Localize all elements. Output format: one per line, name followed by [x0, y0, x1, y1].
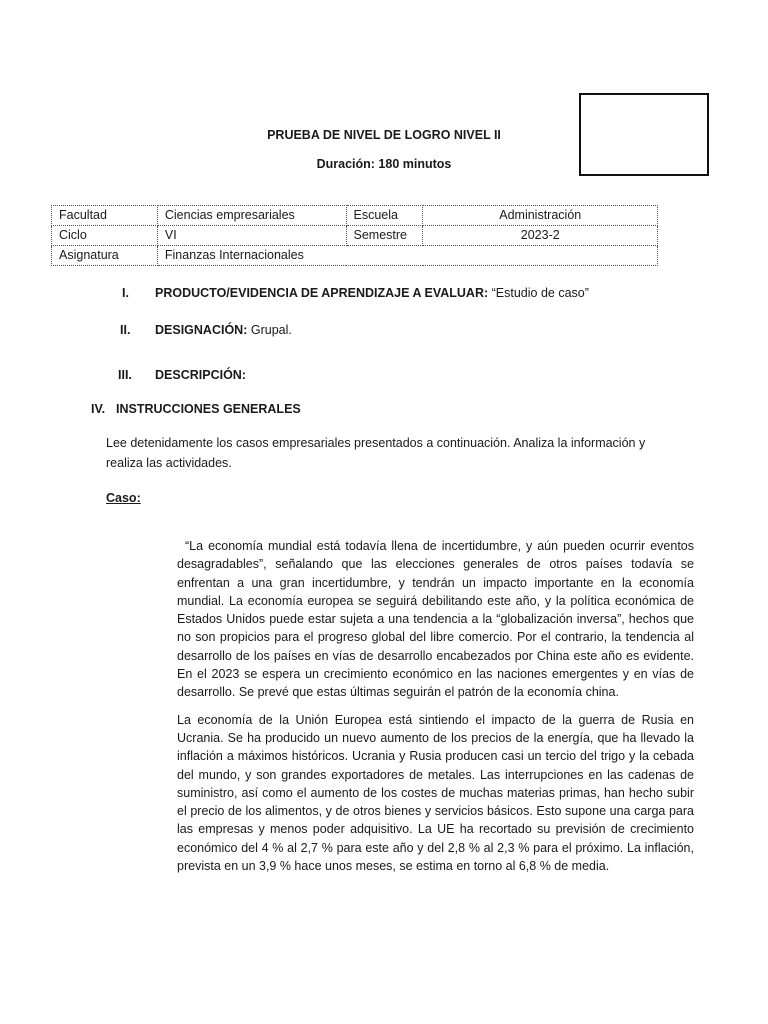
- section-number: II.: [120, 323, 131, 337]
- course-info-table: [51, 205, 658, 266]
- section-value: Grupal.: [250, 323, 292, 337]
- section-1: [122, 285, 682, 302]
- case-paragraph: La economía de la Unión Europea está sintiendo el impacto de la guerra de Rusia en Ucrania. Se ha producido un nuevo aumento de los precios de la energía, que ha llevado la inflación a máximos históricos. Ucrania y Rusia producen casi un tercio del trigo y la cebada del mundo, y son grandes exportadores de metales. Las interrupciones en las cadenas de suministro, así como el aumento de los costes de muchas materias primas, han hecho subir el precio de los alimentos, y de otros bienes y servicios básicos. Esto supone una carga para las empresas y menos poder adquisitivo. La UE ha recortado su previsión de crecimiento económico del 4 % al 2,7 % para este año y del 2,8 % al 2,3 % para el próximo. La inflación, prevista en un 3,9 % hace unos meses, se estima en torno al 6,8 % de media.: [177, 712, 694, 874]
- table-cell: Ciencias empresariales: [157, 206, 346, 226]
- section-number: III.: [118, 368, 132, 382]
- section-label: INSTRUCCIONES GENERALES: [116, 402, 301, 416]
- table-row: [52, 226, 658, 246]
- table-cell: 2023-2: [423, 226, 658, 246]
- case-label: Caso:: [106, 491, 141, 505]
- table-cell: Semestre: [346, 226, 423, 246]
- section-3: [118, 367, 678, 384]
- document-title: PRUEBA DE NIVEL DE LOGRO NIVEL II: [267, 128, 501, 142]
- table-cell: Administración: [423, 206, 658, 226]
- section-4: [91, 401, 651, 418]
- section-label: PRODUCTO/EVIDENCIA DE APRENDIZAJE A EVALUAR:: [155, 286, 489, 300]
- section-label: DESIGNACIÓN:: [155, 323, 248, 337]
- table-row: [52, 206, 658, 226]
- table-cell: Facultad: [52, 206, 158, 226]
- table-cell: Asignatura: [52, 246, 158, 266]
- section-number: IV.: [91, 402, 106, 416]
- table-cell: Escuela: [346, 206, 423, 226]
- section-label: DESCRIPCIÓN:: [155, 368, 246, 382]
- table-cell: Ciclo: [52, 226, 158, 246]
- section-number: I.: [122, 286, 129, 300]
- duration-label: Duración: 180 minutos: [316, 157, 452, 171]
- instructions-text: Lee detenidamente los casos empresariales presentados a continuación. Analiza la información y realiza las actividades.: [106, 436, 646, 470]
- section-2: [120, 322, 680, 339]
- table-cell: Finanzas Internacionales: [157, 246, 657, 266]
- case-paragraph: “La economía mundial está todavía llena de incertidumbre, y aún pueden ocurrir eventos desagradables”, señalando que las elecciones generales de otros países todavía se enfrentan a una gran incertidumbre, y tendrán un impacto importante en la economía mundial. La economía europea se seguirá debilitando este año, y la política económica de Estados Unidos puede estar sujeta a una tendencia a la “globalización inversa”, hechos que no son propicios para el progreso global del libre comercio. Por el contrario, la tendencia al desarrollo de los países en vías de desarrollo encabezados por China este año es evidente. En el 2023 se espera un crecimiento económico en las naciones emergentes y en vías de desarrollo. Se prevé que estas últimas seguirán el patrón de la economía china.: [177, 539, 694, 700]
- table-row: [52, 246, 658, 266]
- section-value: “Estudio de caso”: [491, 286, 589, 300]
- table-cell: VI: [157, 226, 346, 246]
- case-body: [177, 537, 694, 875]
